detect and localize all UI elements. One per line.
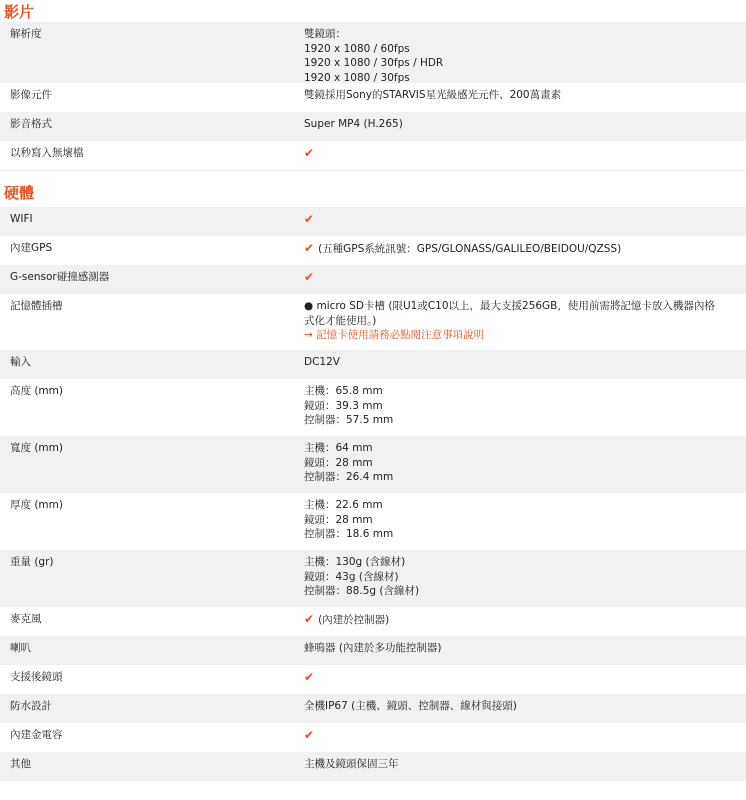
spec-label: 以秒寫入無壞檔 <box>10 147 84 159</box>
spec-label: 喇叭 <box>10 642 31 654</box>
check-icon: ✔ <box>304 146 315 160</box>
check-icon: ✔ <box>304 612 315 626</box>
spec-label: G-sensor碰撞感測器 <box>10 271 110 283</box>
spec-label: 高度 (mm) <box>10 385 63 397</box>
spec-label: 麥克風 <box>10 613 42 625</box>
spec-value-line: 鏡頭：43g (含線材) <box>304 570 399 583</box>
spec-value-line: 鏡頭：28 mm <box>304 456 373 469</box>
spec-row <box>0 607 746 636</box>
spec-value-line: 主機及鏡頭保固三年 <box>304 758 399 770</box>
check-icon: ✔ <box>304 670 315 684</box>
spec-table-video <box>0 22 746 170</box>
spec-row <box>0 22 746 83</box>
spec-value-line: 主機：22.6 mm <box>304 499 383 511</box>
spec-value-line: 鏡頭：28 mm <box>304 513 373 526</box>
spec-value-line: 1920 x 1080 / 60fps <box>304 42 410 55</box>
section-title-text: 硬體 <box>4 183 35 202</box>
spec-value-line: 1920 x 1080 / 30fps <box>304 71 410 84</box>
memory-card-notice-link[interactable]: → 記憶卡使用請務必點閱注意事項說明 <box>304 329 485 341</box>
check-icon: ✔ <box>304 241 315 255</box>
spec-value-line: 控制器：57.5 mm <box>304 414 394 426</box>
spec-label: 其他 <box>10 758 31 770</box>
spec-value <box>300 728 746 747</box>
spec-value-line: 控制器：18.6 mm <box>304 528 394 540</box>
spec-row <box>0 83 746 112</box>
check-icon: ✔ <box>304 270 315 284</box>
spec-value <box>300 299 746 345</box>
spec-value-line: 控制器：26.4 mm <box>304 471 394 483</box>
spec-value <box>300 384 746 431</box>
spec-value <box>300 146 746 165</box>
spec-label: 影像元件 <box>10 89 52 101</box>
spec-value <box>300 498 746 545</box>
spec-label: 寬度 (mm) <box>10 442 63 454</box>
section-title-text: 影片 <box>4 2 35 21</box>
check-icon: ✔ <box>304 212 315 226</box>
spec-value-line: 主機：130g (含線材) <box>304 556 406 568</box>
spec-label: 支援後鏡頭 <box>10 671 63 683</box>
spec-label: 防水設計 <box>10 700 52 712</box>
spec-value-line: 蜂鳴器 (內建於多功能控制器) <box>304 642 442 654</box>
spec-label: 內建GPS <box>10 242 53 254</box>
spec-value-line: ● micro SD卡槽 (限U1或C10以上，最大支援256GB，使用前需將記憶卡放入機器內格式化才能使用。) <box>304 300 715 327</box>
spec-value <box>300 212 746 231</box>
spec-label: 記憶體插槽 <box>10 300 63 312</box>
spec-row <box>0 550 746 607</box>
spec-value <box>300 117 746 136</box>
spec-label: 解析度 <box>10 28 42 40</box>
spec-label: 重量 (gr) <box>10 556 54 568</box>
spec-value <box>300 757 746 776</box>
spec-value-line: Super MP4 (H.265) <box>304 118 403 130</box>
spec-row <box>0 236 746 265</box>
spec-row <box>0 112 746 141</box>
spec-value-line: 控制器：88.5g (含線材) <box>304 585 420 597</box>
spec-value-line: 1920 x 1080 / 30fps / HDR <box>304 57 444 69</box>
spec-value <box>300 241 746 260</box>
spec-value-line: DC12V <box>304 356 340 368</box>
spec-label: 厚度 (mm) <box>10 499 63 511</box>
spec-value-line: 全機IP67 (主機、鏡頭、控制器、線材與接頭) <box>304 700 517 712</box>
spec-label: 內建金電容 <box>10 729 63 741</box>
spec-value <box>300 670 746 689</box>
spec-value <box>300 641 746 660</box>
check-note: (五種GPS系統訊號：GPS/GLONASS/GALILEO/BEIDOU/QZSS) <box>318 243 622 255</box>
spec-label: 影音格式 <box>10 118 52 130</box>
section-video-title <box>0 0 746 22</box>
spec-value <box>300 555 746 602</box>
spec-value-line: 鏡頭：39.3 mm <box>304 399 383 412</box>
spec-value <box>300 441 746 488</box>
check-note: (內建於控制器) <box>318 614 390 626</box>
spec-value <box>300 88 746 107</box>
spec-row <box>0 436 746 493</box>
spec-value <box>300 355 746 374</box>
spec-value <box>300 699 746 718</box>
spec-row <box>0 694 746 723</box>
check-icon: ✔ <box>304 728 315 742</box>
spec-row <box>0 636 746 665</box>
spec-row <box>0 665 746 694</box>
spec-row <box>0 379 746 436</box>
spec-row <box>0 752 746 781</box>
spec-row <box>0 723 746 752</box>
spec-row <box>0 294 746 350</box>
spec-value <box>300 612 746 631</box>
section-hardware-title <box>0 171 746 207</box>
spec-row <box>0 265 746 294</box>
spec-row <box>0 493 746 550</box>
spec-value-line: 雙鏡採用Sony的STARVIS星光級感光元件、200萬畫素 <box>304 89 562 101</box>
spec-value-line: 主機：64 mm <box>304 442 373 454</box>
spec-row <box>0 141 746 170</box>
spec-label: WIFI <box>10 213 33 225</box>
spec-value <box>300 270 746 289</box>
spec-value-line: 雙鏡頭： <box>304 28 346 40</box>
spec-value-line: 主機：65.8 mm <box>304 385 383 397</box>
spec-row <box>0 207 746 236</box>
spec-row <box>0 350 746 379</box>
spec-label: 輸入 <box>10 356 31 368</box>
spec-table-hardware <box>0 207 746 781</box>
spec-value <box>300 27 746 84</box>
